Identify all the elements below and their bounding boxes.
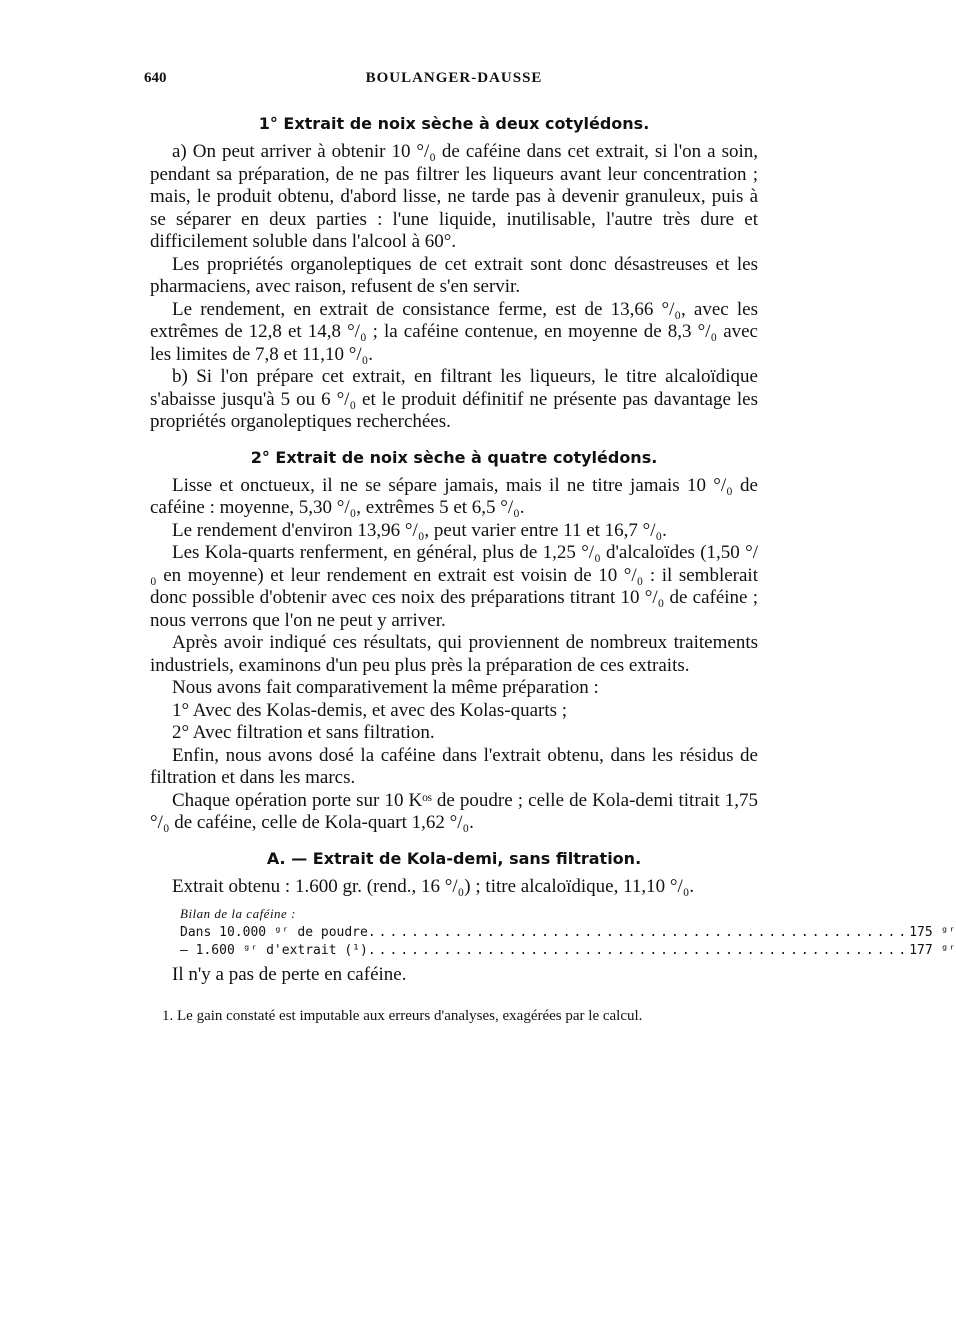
paragraph: Après avoir indiqué ces résultats, qui proviennent de nombreux traitements industriels, examinons d'un peu plus près la préparation de ces extraits. (150, 632, 758, 676)
paragraph: a) On peut arriver à obtenir 10 °/₀ de caféine dans cet extrait, si l'on a soin, pendant sa préparation, de ne pas filtrer les liqueurs avant leur concentration ; mais, le produit obtenu, d'abord lisse, ne tarde pas à devenir granuleux, puis à se séparer en deux parties : l'une liquide, inutilisable, l'autre très dure et difficilement soluble dans l'alcool à 60°. (150, 141, 758, 252)
bilan-row (150, 942, 956, 960)
paragraph: Il n'y a pas de perte en caféine. (172, 964, 407, 985)
paragraph: Extrait obtenu : 1.600 gr. (rend., 16 °/₀) ; titre alcaloïdique, 11,10 °/₀. (172, 875, 695, 897)
page (144, 70, 956, 1027)
footnote: 1. Le gain constaté est imputable aux erreurs d'analyses, exagérées par le calcul. (162, 1007, 643, 1024)
dot-leader: .................................................. (367, 943, 910, 958)
paragraph: Enfin, nous avons dosé la caféine dans l'extrait obtenu, dans les résidus de filtration et dans les marcs. (150, 744, 758, 788)
bilan-label: Dans 10.000 ᵍʳ de poudre (180, 925, 368, 940)
section-2-title: 2° Extrait de noix sèche à quatre cotylédons. (250, 447, 658, 467)
bilan-title: Bilan de la caféine : (180, 906, 296, 921)
page-number: 640 (144, 70, 167, 86)
dot-leader: .................................................. (367, 925, 910, 940)
bilan-label: — 1.600 ᵍʳ d'extrait (¹) (180, 943, 368, 958)
paragraph: Les propriétés organoleptiques de cet extrait sont donc désastreuses et les pharmaciens, avec raison, refusent de s'en servir. (150, 253, 758, 297)
paragraph: Nous avons fait comparativement la même préparation : (172, 677, 599, 698)
paragraph: Le rendement d'environ 13,96 °/₀, peut varier entre 11 et 16,7 °/₀. (172, 519, 667, 541)
section-1-title: 1° Extrait de noix sèche à deux cotylédons. (258, 114, 650, 133)
paragraph: Lisse et onctueux, il ne se sépare jamais, mais il ne titre jamais 10 °/₀ de caféine : moyenne, 5,30 °/₀, extrêmes 5 et 6,5 °/₀. (150, 474, 758, 518)
bilan-value: 175 ᵍʳ (909, 925, 956, 940)
running-title: BOULANGER-DAUSSE (365, 70, 543, 86)
paragraph: Chaque opération porte sur 10 Kᵒˢ de poudre ; celle de Kola-demi titrait 1,75 °/₀ de caféine, celle de Kola-quart 1,62 °/₀. (150, 789, 758, 833)
bilan-row (150, 924, 956, 942)
page-header (144, 70, 758, 100)
paragraph: Le rendement, en extrait de consistance ferme, est de 13,66 °/₀, avec les extrêmes de 12,8 et 14,8 °/₀ ; la caféine contenue, en moyenne de 8,3 °/₀ avec les limites de 7,8 et 11,10 °/₀. (150, 298, 758, 365)
paragraph: Les Kola-quarts renferment, en général, plus de 1,25 °/₀ d'alcaloïdes (1,50 °/₀ en moyenne) et leur rendement en extrait est voisin de 10 °/₀ : il semblerait donc possible d'obtenir avec ces noix des préparations titrant 10 °/₀ de caféine ; nous verrons que l'on ne peut y arriver. (150, 542, 758, 631)
list-item: 1° Avec des Kolas-demis, et avec des Kolas-quarts ; (172, 699, 568, 721)
section-a-title: A. — Extrait de Kola-demi, sans filtration. (266, 848, 642, 868)
bilan-value: 177 ᵍʳ (909, 943, 956, 958)
list-item: 2° Avec filtration et sans filtration. (172, 722, 435, 743)
paragraph: b) Si l'on prépare cet extrait, en filtrant les liqueurs, le titre alcaloïdique s'abaisse jusqu'à 5 ou 6 °/₀ et le produit définitif ne présente pas davantage les propriétés organoleptiques recherchées. (150, 366, 758, 432)
